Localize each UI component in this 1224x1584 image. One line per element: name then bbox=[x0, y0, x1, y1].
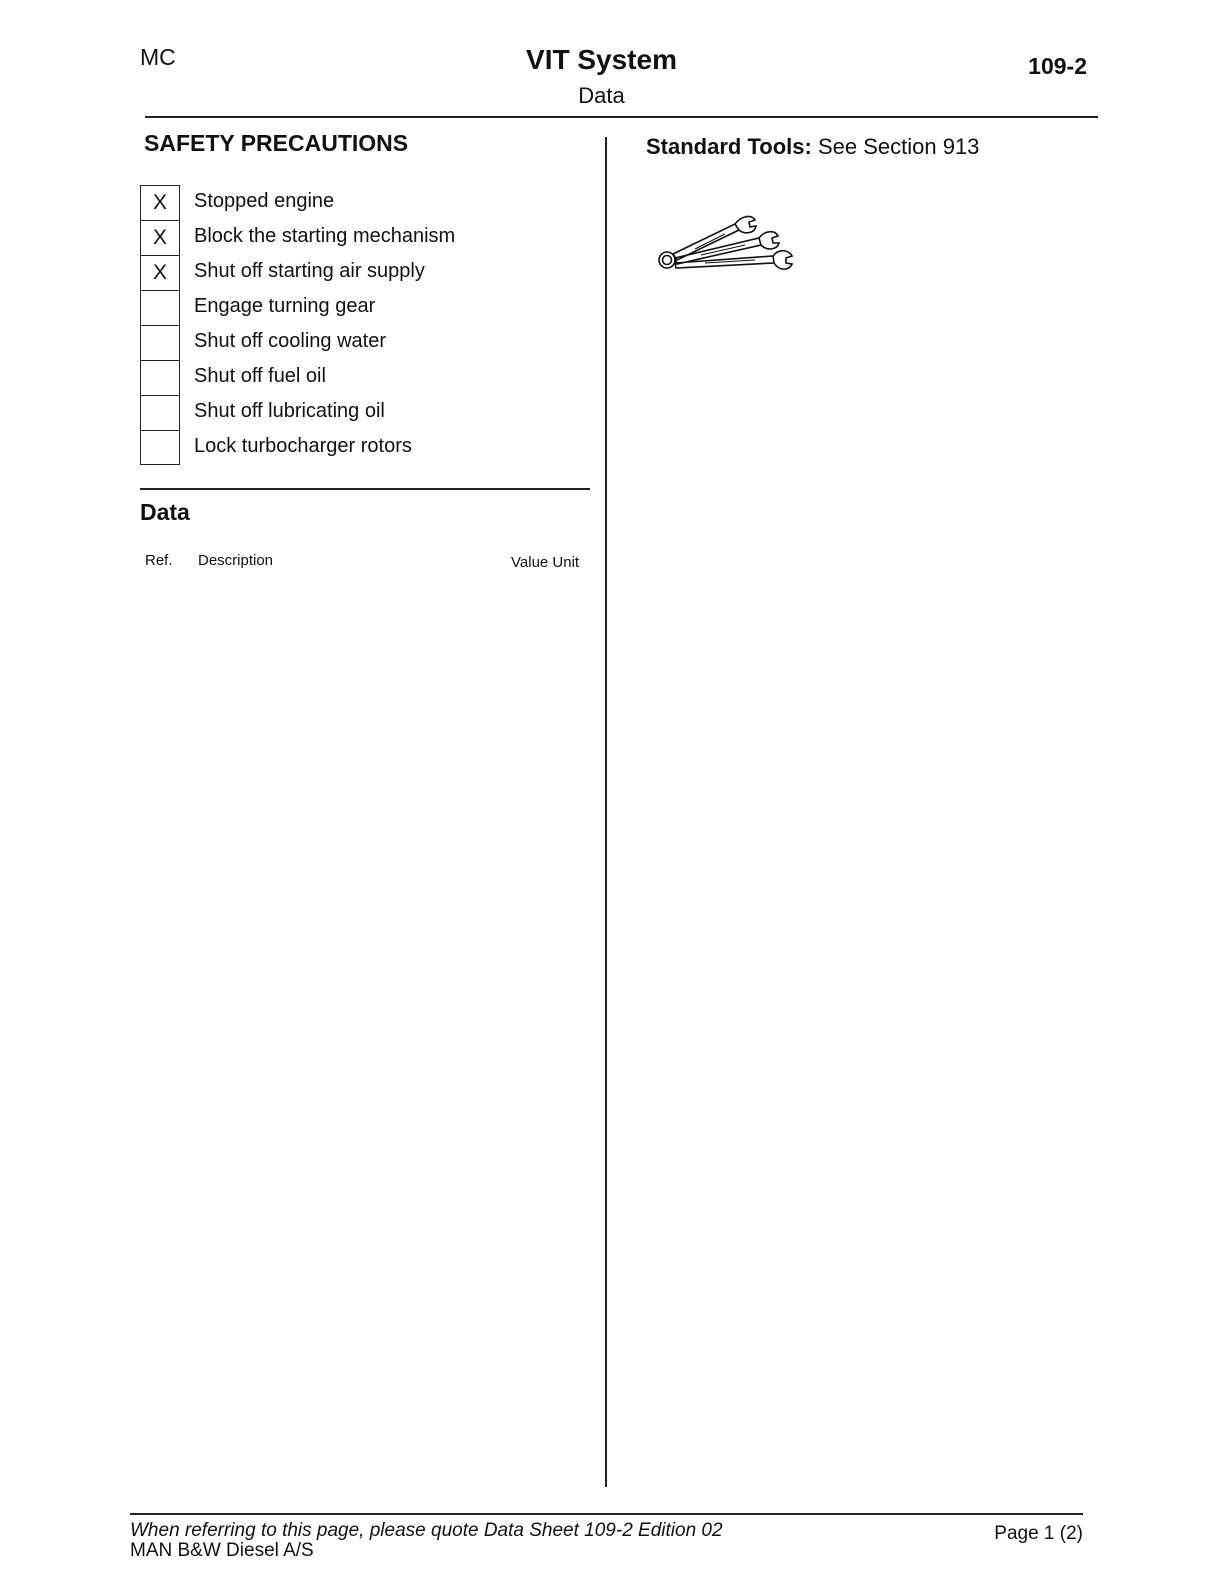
safety-item bbox=[140, 255, 560, 290]
footer-divider bbox=[130, 1513, 1083, 1515]
standard-tools-reference: See Section 913 bbox=[817, 134, 980, 159]
column-header-value-unit: Value Unit bbox=[511, 554, 580, 571]
standard-tools bbox=[646, 134, 979, 160]
safety-checkbox[interactable] bbox=[140, 395, 180, 430]
safety-heading: SAFETY PRECAUTIONS bbox=[144, 130, 409, 156]
safety-item bbox=[140, 360, 560, 395]
safety-item bbox=[140, 185, 560, 220]
column-header-description: Description bbox=[198, 552, 274, 569]
safety-item-label: Shut off lubricating oil bbox=[194, 400, 385, 422]
safety-checkbox[interactable] bbox=[140, 430, 180, 465]
safety-item-label: Stopped engine bbox=[194, 190, 335, 212]
safety-item bbox=[140, 220, 560, 255]
page-title: VIT System bbox=[526, 44, 677, 75]
safety-checkbox[interactable]: X bbox=[140, 220, 180, 255]
safety-item bbox=[140, 290, 560, 325]
safety-checkbox[interactable]: X bbox=[140, 185, 180, 220]
document-code: MC bbox=[140, 44, 176, 70]
company-name: MAN B&W Diesel A/S bbox=[130, 1540, 314, 1561]
safety-item bbox=[140, 430, 560, 465]
column-divider bbox=[605, 137, 607, 1487]
safety-item-label: Block the starting mechanism bbox=[194, 225, 456, 247]
safety-item bbox=[140, 325, 560, 360]
safety-item-label: Shut off fuel oil bbox=[194, 365, 326, 387]
page-number: Page 1 (2) bbox=[994, 1523, 1083, 1544]
footer-note: When referring to this page, please quote Data Sheet 109-2 Edition 02 bbox=[130, 1520, 723, 1541]
page-subtitle: Data bbox=[578, 83, 625, 108]
safety-item bbox=[140, 395, 560, 430]
standard-tools-label: Standard Tools: bbox=[646, 134, 812, 159]
safety-item-label: Shut off cooling water bbox=[194, 330, 386, 352]
safety-checkbox[interactable] bbox=[140, 290, 180, 325]
safety-checkbox[interactable] bbox=[140, 360, 180, 395]
section-divider bbox=[140, 488, 590, 490]
data-heading: Data bbox=[140, 499, 190, 525]
header-divider bbox=[145, 116, 1098, 118]
safety-checkbox[interactable]: X bbox=[140, 255, 180, 290]
safety-item-label: Lock turbocharger rotors bbox=[194, 435, 412, 457]
safety-checklist bbox=[140, 185, 560, 465]
safety-checkbox[interactable] bbox=[140, 325, 180, 360]
column-header-ref: Ref. bbox=[145, 552, 173, 569]
sheet-number: 109-2 bbox=[1028, 53, 1087, 79]
safety-item-label: Engage turning gear bbox=[194, 295, 376, 317]
safety-item-label: Shut off starting air supply bbox=[194, 260, 425, 282]
wrench-set-icon bbox=[655, 208, 800, 283]
